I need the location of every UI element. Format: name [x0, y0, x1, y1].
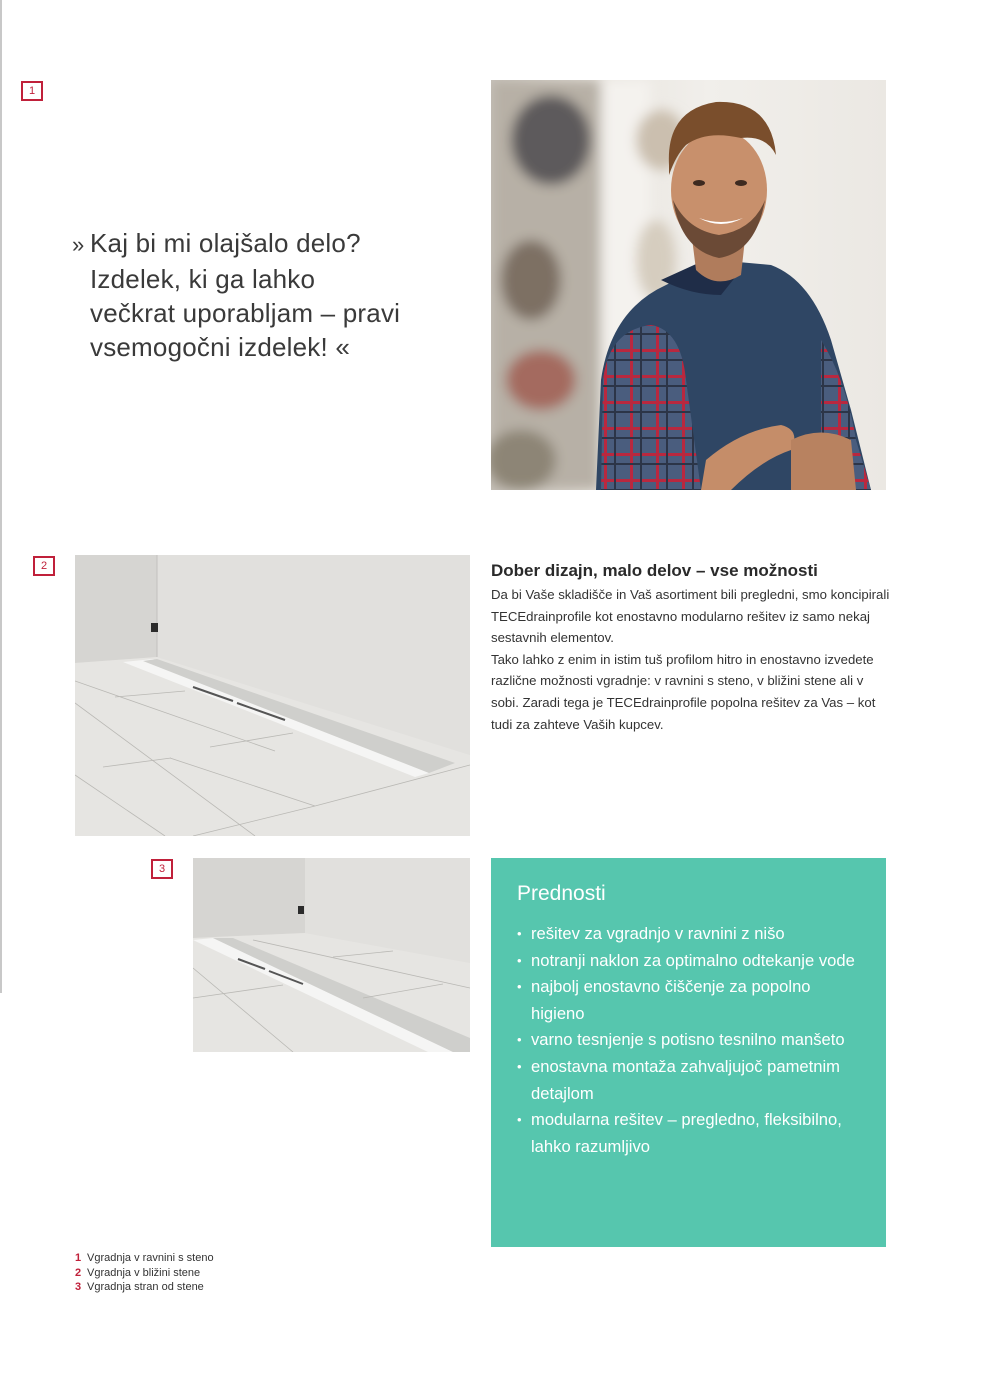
legend-number: 2: [75, 1266, 82, 1279]
legend-row: [75, 1280, 214, 1295]
bullet-icon: •: [517, 1112, 522, 1128]
quote-line-2: Izdelek, ki ga lahko: [90, 264, 316, 294]
section-paragraph-1: Da bi Vaše skladišče in Vaš asortiment bili pregledni, smo koncipirali TECEdrainprofile kot enostavno modularno rešitev iz samo nekaj sestavnih elementov.: [491, 587, 890, 646]
figure-marker-2: 2: [33, 556, 55, 576]
advantage-text: enostavna montaža zahvaljujoč pametnim detajlom: [531, 1056, 841, 1103]
advantages-box: [491, 858, 886, 1247]
advantages-list: [517, 921, 860, 1160]
advantage-item: [517, 1054, 860, 1107]
advantage-item: [517, 974, 860, 1027]
legend-row: [75, 1266, 214, 1281]
advantage-text: modularna rešitev – pregledno, fleksibilno, lahko razumljivo: [531, 1110, 842, 1156]
quote-open-mark: »: [72, 232, 85, 257]
pull-quote: [72, 226, 472, 364]
quote-line-1-text: Kaj bi mi olajšalo delo?: [90, 228, 361, 258]
figure-marker-3: 3: [151, 859, 173, 879]
legend-row: [75, 1251, 214, 1266]
legend-label: Vgradnja stran od stene: [87, 1281, 204, 1293]
render-away-from-wall-illustration: [193, 858, 470, 1052]
advantage-item: [517, 948, 860, 975]
legend-label: Vgradnja v bližini stene: [87, 1266, 201, 1279]
page-edge-line: [0, 0, 2, 993]
advantage-text: najbolj enostavno čiščenje za popolno higieno: [531, 977, 811, 1023]
legend-label: Vgradnja v ravnini s steno: [87, 1252, 214, 1264]
advantage-text: varno tesnjenje s potisno tesnilno manšeto: [531, 1030, 845, 1050]
bullet-icon: •: [517, 1058, 522, 1074]
portrait-illustration: [491, 80, 886, 490]
legend-number: 3: [75, 1281, 82, 1293]
figure-marker-1: 1: [21, 81, 43, 101]
bullet-icon: •: [517, 926, 522, 941]
advantage-item: [517, 921, 860, 948]
drain-render-away-from-wall: [193, 858, 470, 1052]
bullet-icon: •: [517, 952, 522, 968]
quote-line-1: [72, 226, 472, 262]
advantages-title: Prednosti: [517, 882, 606, 905]
section-heading: Dober dizajn, malo delov – vse možnosti: [491, 561, 818, 580]
portrait-photo: [491, 80, 886, 490]
bullet-icon: •: [517, 979, 522, 995]
bullet-icon: •: [517, 1032, 522, 1048]
drain-render-near-wall: [75, 555, 470, 836]
figure-legend: [75, 1251, 214, 1295]
advantage-text: notranji naklon za optimalno odtekanje vode: [531, 950, 855, 970]
quote-line-4: vsemogočni izdelek! «: [90, 332, 350, 362]
advantage-item: [517, 1107, 860, 1160]
render-near-wall-illustration: [75, 555, 470, 836]
advantage-item: [517, 1027, 860, 1054]
section-body: [491, 584, 891, 735]
advantage-text: rešitev za vgradnjo v ravnini z nišo: [531, 924, 785, 943]
quote-line-3: večkrat uporabljam – pravi: [90, 298, 401, 328]
section-paragraph-2: Tako lahko z enim in istim tuš profilom hitro in enostavno izvedete različne možnosti vgradnje: v ravnini s steno, v bližini stene ali v sobi. Zaradi tega je TECEdrainprofile popolna rešitev za Vas – kot tudi za zahteve Vaših kupcev.: [491, 651, 876, 732]
legend-number: 1: [75, 1252, 82, 1264]
